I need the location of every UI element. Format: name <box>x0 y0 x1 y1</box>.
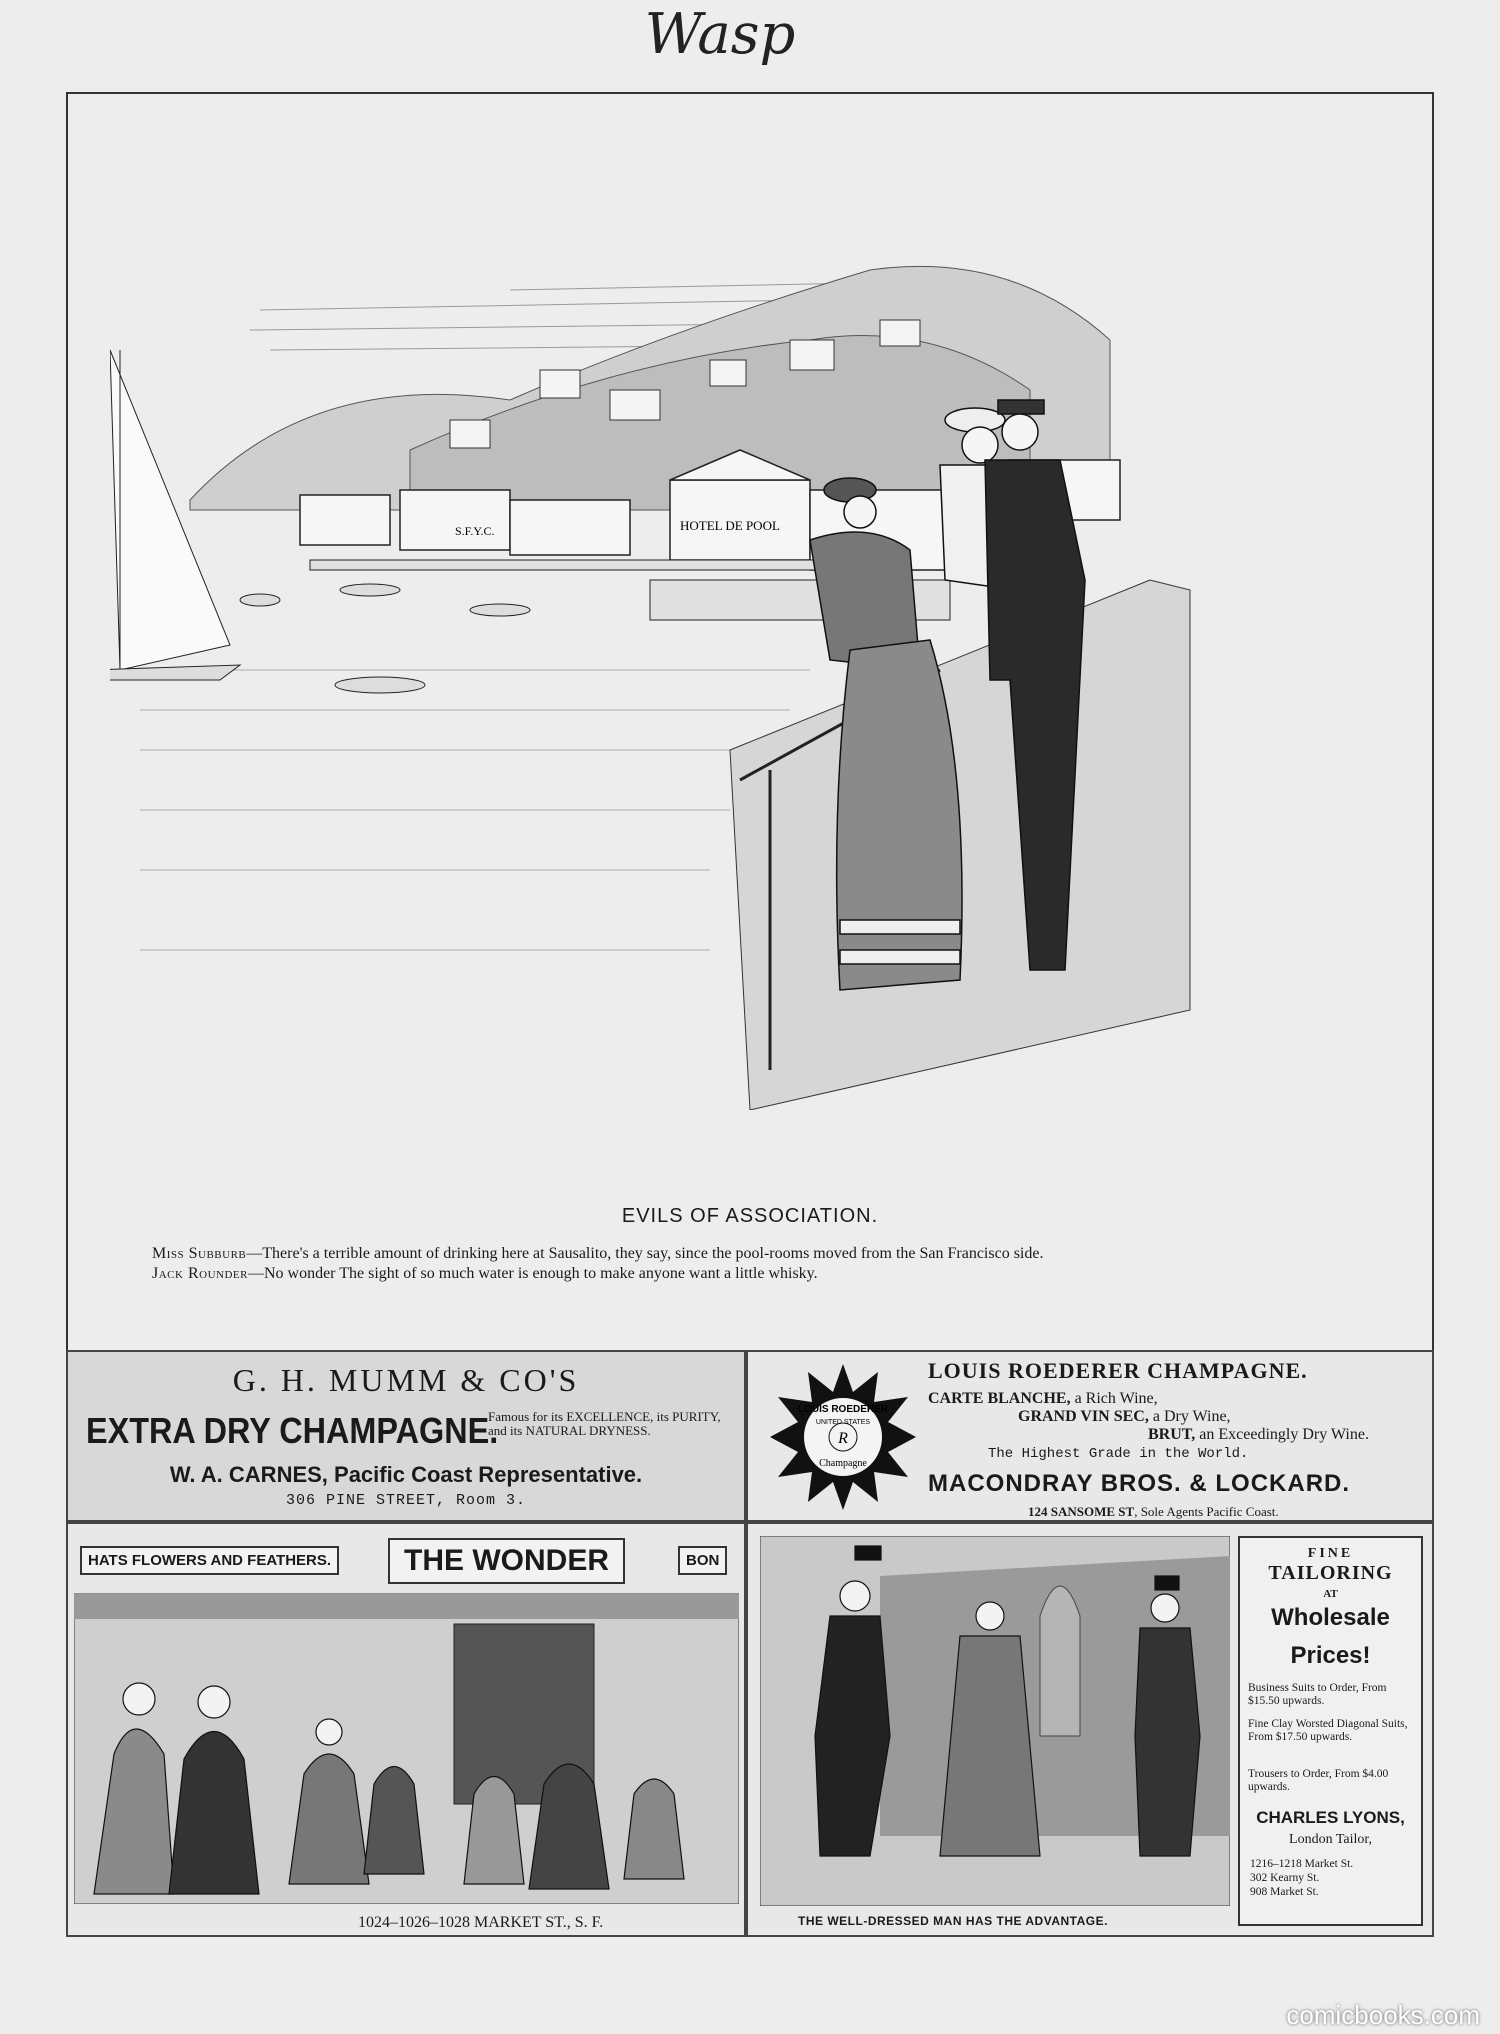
roederer-line-1: CARTE BLANCHE, a Rich Wine, <box>928 1390 1158 1407</box>
lyons-item-3: Trousers to Order, From $4.00 upwards. <box>1248 1768 1389 1793</box>
lyons-panel <box>1238 1536 1423 1926</box>
hotel-sign: HOTEL DE POOL <box>680 518 780 533</box>
lyons-caption: THE WELL-DRESSED MAN HAS THE ADVANTAGE. <box>798 1914 1108 1928</box>
ad-mumm <box>66 1350 746 1522</box>
lyons-name: CHARLES LYONS, <box>1256 1808 1405 1827</box>
seal-bottom-text: Champagne <box>819 1458 867 1469</box>
caption-text-2: —No wonder The sight of so much water is enough to make anyone want a little whisky. <box>247 1265 818 1282</box>
sign-bon: BON <box>678 1546 727 1575</box>
speaker-jack-rounder: Jack Rounder <box>152 1265 248 1282</box>
caption-text-1: —There's a terrible amount of drinking here at Sausalito, they say, since the pool-rooms moved from the San Francisco side. <box>246 1245 1044 1262</box>
lyons-at: AT <box>1323 1588 1338 1600</box>
lyons-wholesale: Wholesale <box>1271 1604 1390 1631</box>
mumm-heading: G. H. MUMM & CO'S <box>232 1362 580 1398</box>
roederer-line-3: BRUT, an Exceedingly Dry Wine. <box>1148 1426 1369 1443</box>
roederer-line-2: GRAND VIN SEC, a Dry Wine, <box>1018 1408 1231 1425</box>
roederer-line-4: The Highest Grade in the World. <box>988 1446 1249 1462</box>
caption-line-2 <box>152 1265 1402 1283</box>
roederer-agents: MACONDRAY BROS. & LOCKARD. <box>928 1470 1351 1497</box>
cartoon-illustration <box>110 250 1390 1110</box>
lyons-fine: FINE <box>1307 1546 1354 1561</box>
mumm-address: 306 PINE STREET, Room 3. <box>285 1492 527 1509</box>
mumm-rep: W. A. CARNES, Pacific Coast Representative. <box>169 1462 643 1487</box>
sign-the-wonder: THE WONDER <box>388 1538 625 1584</box>
lyons-tailoring: TAILORING <box>1268 1562 1393 1584</box>
seal-monogram: R <box>838 1430 848 1447</box>
speaker-miss-subburb: Miss Subburb <box>152 1245 247 1262</box>
lyons-item-2: Fine Clay Worsted Diagonal Suits, From $17.50 upwards. <box>1248 1718 1408 1743</box>
lyons-address-3: 908 Market St. <box>1250 1886 1319 1898</box>
ad-lyons <box>746 1522 1434 1937</box>
caption-line-1 <box>152 1245 1402 1263</box>
lyons-address-1: 1216–1218 Market St. <box>1250 1858 1354 1870</box>
seal-inner-text: UNITED STATES <box>815 1419 871 1426</box>
roederer-heading: LOUIS ROEDERER CHAMPAGNE. <box>928 1358 1308 1383</box>
seal-outer-text: LOUIS ROEDERER <box>797 1404 889 1415</box>
ad-wonder <box>66 1522 746 1937</box>
sfyc-sign: S.F.Y.C. <box>455 524 495 538</box>
lyons-subtitle: London Tailor, <box>1289 1832 1372 1847</box>
masthead: Wasp <box>644 2 796 67</box>
watermark: comicbooks.com <box>1286 2000 1480 2030</box>
ad-roederer <box>746 1350 1434 1522</box>
roederer-seal-icon <box>768 1362 918 1512</box>
mumm-product: EXTRA DRY CHAMPAGNE. <box>86 1410 499 1451</box>
wonder-address: 1024–1026–1028 MARKET ST., S. F. <box>358 1914 604 1931</box>
lyons-prices: Prices! <box>1290 1642 1371 1669</box>
cartoon-title: EVILS OF ASSOCIATION. <box>621 1205 879 1227</box>
mumm-note: Famous for its EXCELLENCE, its PURITY, and its NATURAL DRYNESS. <box>488 1409 721 1438</box>
lyons-address-2: 302 Kearny St. <box>1250 1872 1320 1884</box>
lyons-item-1: Business Suits to Order, From $15.50 upwards. <box>1248 1682 1387 1707</box>
wonder-storefront-illustration <box>74 1534 739 1904</box>
sign-hats-flowers: HATS FLOWERS AND FEATHERS. <box>80 1546 339 1575</box>
roederer-address: 124 SANSOME ST, Sole Agents Pacific Coast. <box>1028 1504 1279 1519</box>
lyons-street-illustration <box>760 1536 1230 1906</box>
